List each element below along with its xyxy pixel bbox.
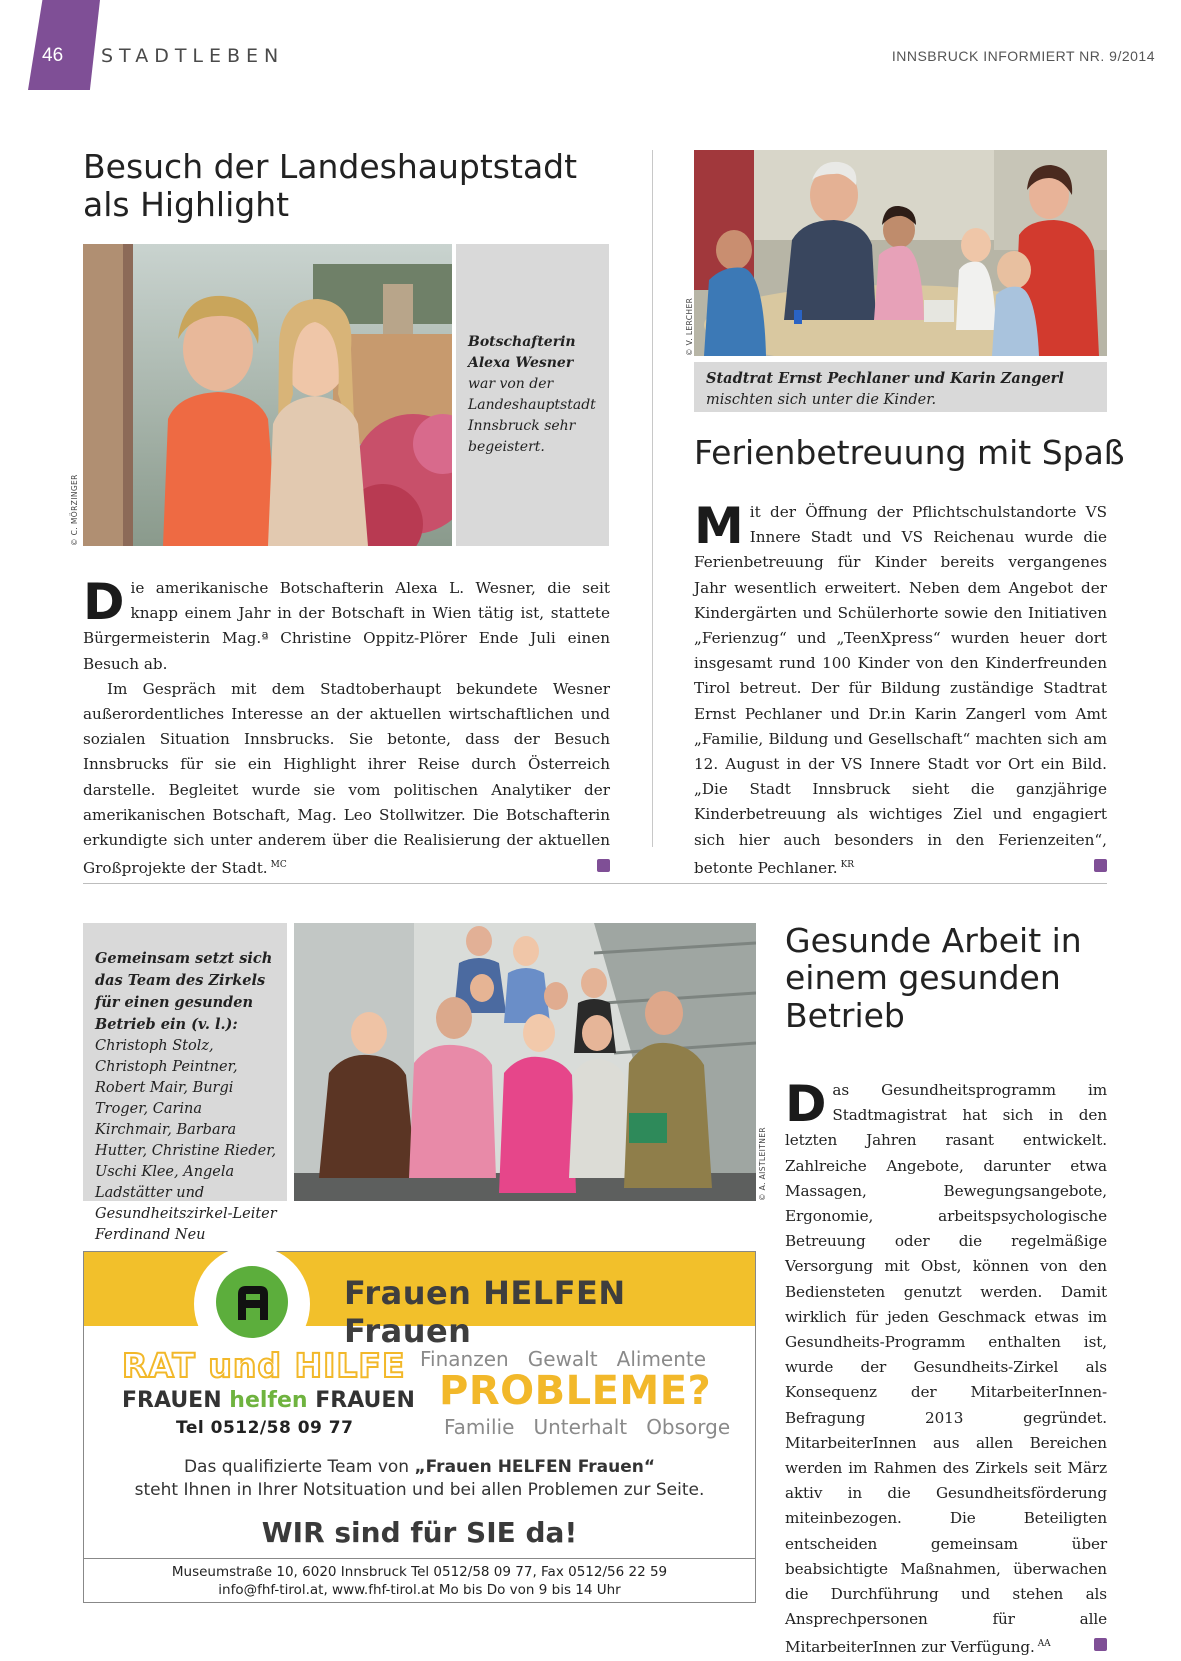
ad-fhf-part3: FRAUEN bbox=[307, 1388, 415, 1413]
article2-signature: KR bbox=[840, 859, 855, 870]
ad-fhf-line bbox=[122, 1388, 415, 1413]
article1-caption-rest: war von der Landeshauptstadt Innsbruck sehr begeistert. bbox=[468, 376, 596, 455]
article2-dropcap: M bbox=[694, 497, 744, 555]
article1-photo bbox=[83, 244, 452, 546]
page-number: 46 bbox=[42, 45, 64, 66]
ad-contact: info@fhf-tirol.at, www.fhf-tirol.at Mo bis Do von 9 bis 14 Uhr bbox=[218, 1582, 621, 1598]
section-divider bbox=[83, 883, 1107, 884]
article3-para1: as Gesundheitsprogramm im Stadtmagistrat hat sich in den letzten Jahren rasant entwickelt. Zahlreiche Angebote, darunter etwa Massagen, Bewegungsangebote, Ergonomie, arbeitspsychologische Betreuung oder die regelmäßige Versorgung mit Obst, können von den Bediensteten genutzt werden. Damit wirklich für jeden Geschmack etwas im Gesundheits-Programm enthalten ist, wurde der Gesundheits-Zirkel als Konsequenz der MitarbeiterInnen-Befragung 2013 gegründet. MitarbeiterInnen aus allen Bereichen werden im Rahmen des Zirkels seit März aktiv in die Gesundheitsförderung miteinbezogen. Die Beteiligten entscheiden gemeinsam über beabsichtigte Maßnahmen, überwachen die Durchführung und stehen als Ansprechpersonen für alle MitarbeiterInnen zur Verfügung. bbox=[785, 1081, 1107, 1657]
fhf-logo-icon bbox=[216, 1266, 288, 1338]
article3-body bbox=[785, 1075, 1107, 1661]
article1-para2: Im Gespräch mit dem Stadtoberhaupt bekundete Wesner außerordentliches Interesse an der aktuellen wirtschaftlichen und sozialen Situation Innsbrucks. Sie betonte, dass der Besuch Innsbrucks für sie ein Highlight ihrer Reise durch Österreich darstelle. Begleitet wurde sie vom politischen Analytiker der amerikanischen Botschaft, Mag. Leo Stollwitzer. Die Botschafterin erkundigte sich unter anderem über die Realisierung der aktuellen Großprojekte der Stadt. bbox=[83, 679, 610, 878]
advertisement bbox=[83, 1251, 756, 1603]
article3-title: Gesunde Arbeit in einem gesunden Betrieb bbox=[785, 921, 1082, 1035]
ad-address: Museumstraße 10, 6020 Innsbruck Tel 0512/58 09 77, Fax 0512/56 22 59 bbox=[171, 1564, 668, 1580]
article2-caption-rest: mischten sich unter die Kinder. bbox=[706, 392, 937, 408]
article1-dropcap: D bbox=[83, 573, 125, 631]
article2-photo-credit: © V. LERCHER bbox=[685, 297, 694, 356]
article2-title: Ferienbetreuung mit Spaß bbox=[694, 433, 1125, 472]
article1-photo-credit: © C. MÖRZINGER bbox=[70, 474, 79, 546]
article2-caption bbox=[694, 362, 1107, 412]
article3-caption bbox=[83, 923, 287, 1243]
article3-dropcap: D bbox=[785, 1075, 827, 1133]
ad-topics-top: Finanzen Gewalt Alimente bbox=[420, 1347, 707, 1371]
article3-photo bbox=[294, 923, 756, 1201]
article2-para1: it der Öffnung der Pflichtschulstandorte VS Innere Stadt und VS Reichenau wurde die Ferienbetreuung für Kinder bereits vergangenes Jahr wesentlich erweitert. Neben dem Angebot der Kindergärten und Schülerhorte sowie den Initiativen „Ferienzug“ und „TeenXpress“ wurden heuer dort insgesamt rund 100 Kinder von den Kinderfreunden Tirol betreut. Der für Bildung zuständige Stadtrat Ernst Pechlaner und Dr.in Karin Zangerl vom Amt „Familie, Bildung und Gesellschaft“ machten sich am 12. August in der VS Innere Stadt vor Ort ein Bild. „Die Stadt Innsbruck sieht die ganzjährige Kinderbetreuung als wichtiges Ziel und engagiert sich hier auch besonders in den Ferienzeiten“, betonte Pechlaner. bbox=[694, 503, 1107, 877]
end-mark-icon bbox=[1094, 859, 1107, 872]
article2-photo bbox=[694, 150, 1107, 356]
article1-caption-bold: Botschafterin Alexa Wesner bbox=[468, 334, 576, 371]
ad-desc-1: Das qualifizierte Team von bbox=[183, 1457, 415, 1477]
ad-probleme: PROBLEME? bbox=[439, 1368, 712, 1414]
column-divider bbox=[652, 150, 653, 847]
article1-signature: MC bbox=[270, 860, 287, 871]
end-mark-icon bbox=[597, 859, 610, 872]
page-number-tab bbox=[28, 0, 100, 90]
ad-phone: Tel 0512/58 09 77 bbox=[176, 1418, 354, 1438]
section-title: STADTLEBEN bbox=[101, 45, 285, 67]
end-mark-icon bbox=[1094, 1638, 1107, 1651]
article2-body bbox=[694, 497, 1107, 881]
article3-caption-rest: Christoph Stolz, Christoph Peintner, Robert Mair, Burgi Troger, Carina Kirchmair, Barbara Hutter, Christine Rieder, Uschi Klee, Angela Ladstätter und Gesundheitszirkel-Leiter Ferdinand Neu bbox=[95, 1038, 277, 1243]
article1-caption bbox=[456, 244, 609, 546]
ad-description bbox=[84, 1456, 755, 1502]
ad-desc-bold: „Frauen HELFEN Frauen“ bbox=[414, 1457, 656, 1477]
article3-photo-credit: © A. AISTLEITNER bbox=[758, 1126, 767, 1201]
article1-title: Besuch der Landeshauptstadt als Highlight bbox=[83, 147, 578, 225]
article3-caption-bold: Gemeinsam setzt sich das Team des Zirkels für einen gesunden Betrieb ein (v. l.): bbox=[95, 950, 273, 1033]
ad-topics-bottom: Familie Unterhalt Obsorge bbox=[444, 1415, 731, 1439]
article2-caption-bold: Stadtrat Ernst Pechlaner und Karin Zangerl bbox=[706, 370, 1064, 387]
ad-fhf-part2: helfen bbox=[229, 1388, 308, 1413]
ad-slogan: WIR sind für SIE da! bbox=[261, 1516, 578, 1549]
article1-para1: ie amerikanische Botschafterin Alexa L. Wesner, die seit knapp einem Jahr in der Botschaft in Wien tätig ist, stattete Bürgermeisterin Mag.ª Christine Oppitz-Plörer Ende Juli einen Besuch ab. bbox=[83, 579, 610, 673]
ad-desc-2: steht Ihnen in Ihrer Notsituation und bei allen Problemen zur Seite. bbox=[134, 1480, 705, 1500]
ad-title: Frauen HELFEN Frauen bbox=[344, 1274, 626, 1350]
issue-label: INNSBRUCK INFORMIERT NR. 9/2014 bbox=[891, 48, 1155, 64]
article3-signature: AA bbox=[1037, 1639, 1051, 1650]
ad-rat-und-hilfe: RAT und HILFE bbox=[122, 1346, 406, 1385]
ad-footer bbox=[84, 1558, 755, 1602]
ad-fhf-part1: FRAUEN bbox=[122, 1388, 230, 1413]
article1-body bbox=[83, 573, 610, 882]
